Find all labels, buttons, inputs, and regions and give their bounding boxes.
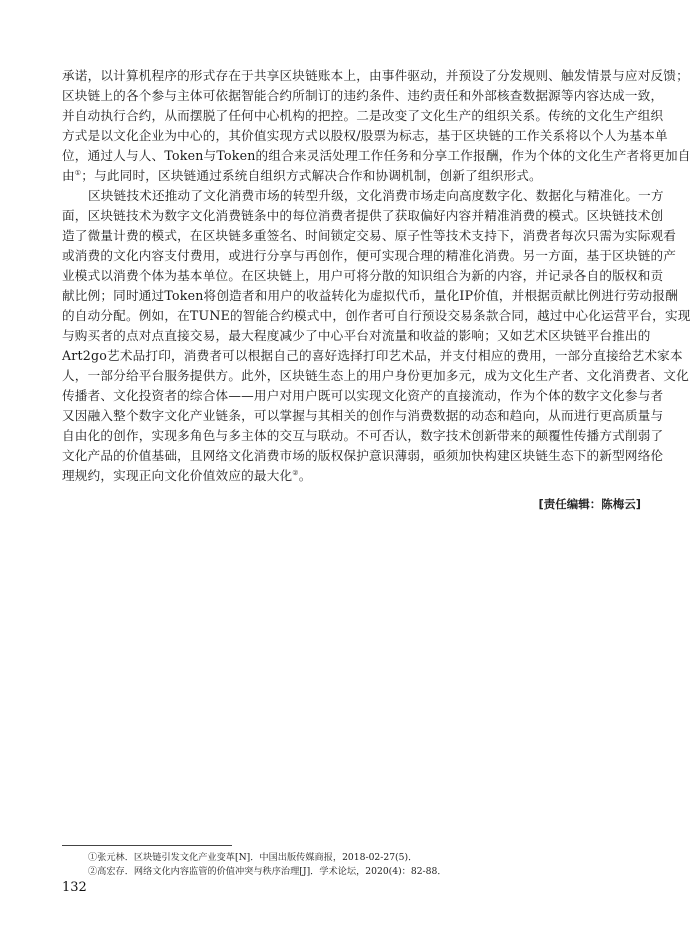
text-line: 业模式以消费个体为基本单位。在区块链上，用户可将分散的知识组合为新的内容，并记录各自的版权和贡 — [62, 268, 664, 283]
text-line: 的自动分配。例如，在TUNE的智能合约模式中，创作者可自行预设交易条款合同，越过中心化运营平台，实现 — [62, 308, 691, 323]
text-line: 或消费的文化内容支付费用，或进行分享与再创作，便可实现合理的精准化消费。另一方面，基于区块链的产 — [62, 248, 677, 263]
text-fragment: 理规约，实现正向文化价值效应的最大化 — [62, 468, 293, 483]
footnote-2: ②高宏存．网络文化内容监管的价值冲突与秩序治理[J]．学术论坛，2020(4)：82-88． — [88, 866, 447, 877]
footnotes — [88, 851, 447, 879]
period: 。 — [298, 468, 312, 483]
text-line: 人，一部分给平台服务提供方。此外，区块链生态上的用户身份更加多元，成为文化生产者、文化消费者、文化 — [62, 368, 689, 383]
text-line: 献比例；同时通过Token将创造者和用户的收益转化为虚拟代币，量化IP价值，并根据贡献比例进行劳动报酬 — [62, 288, 678, 303]
text-line: 承诺，以计算机程序的形式存在于共享区块链账本上，由事件驱动，并预设了分发规则、触发情景与应对反馈； — [62, 68, 689, 83]
text-line: 造了微量计费的模式，在区块链多重签名、时间锁定交易、原子性等技术支持下，消费者每次只需为实际观看 — [62, 228, 677, 243]
text-fragment: 由 — [62, 168, 75, 183]
text-line-paragraph-end — [62, 466, 642, 486]
body-text — [62, 66, 691, 486]
page-number: 132 — [62, 880, 87, 895]
text-line: 文化产品的价值基础，且网络文化消费市场的版权保护意识薄弱，亟须加快构建区块链生态下的新型网络伦 — [62, 448, 664, 463]
text-line: 位，通过人与人、Token与Token的组合来灵活处理工作任务和分享工作报酬，作为个体的文化生产者将更加自 — [62, 148, 691, 163]
text-line: 自由化的创作，实现多角色与多主体的交互与联动。不可否认，数字技术创新带来的颠覆性传播方式削弱了 — [62, 428, 664, 443]
footnote-ref-2[interactable]: ② — [292, 469, 299, 477]
text-line: 并自动执行合约，从而摆脱了任何中心机构的把控。二是改变了文化生产的组织关系。传统的文化生产组织 — [62, 108, 664, 123]
text-fragment: ；与此同时，区块链通过系统自组织方式解决合作和协调机制，创新了组织形式。 — [81, 168, 542, 183]
footnote-divider — [62, 845, 232, 846]
text-line: 方式是以文化企业为中心的，其价值实现方式以股权/股票为标志，基于区块链的工作关系将以个人为基本单 — [62, 128, 668, 143]
responsible-editor-note: [责任编辑：陈梅云] — [538, 497, 641, 511]
text-line: 传播者、文化投资者的综合体——用户对用户既可以实现文化资产的直接流动，作为个体的数字文化参与者 — [62, 388, 664, 403]
text-line-paragraph-start: 区块链技术还推动了文化消费市场的转型升级，文化消费市场走向高度数字化、数据化与精准化。一方 — [88, 188, 664, 203]
text-line: 面，区块链技术为数字文化消费链条中的每位消费者提供了获取偏好内容并精准消费的模式。区块链技术创 — [62, 208, 664, 223]
text-line: 又因融入整个数字文化产业链条，可以掌握与其相关的创作与消费数据的动态和趋向，从而进行更高质量与 — [62, 408, 664, 423]
text-line-paragraph-end — [62, 166, 642, 186]
text-line: 区块链上的各个参与主体可依据智能合约所制订的违约条件、违约责任和外部核查数据源等内容达成一致， — [62, 88, 664, 103]
text-line: Art2go艺术品打印，消费者可以根据自己的喜好选择打印艺术品，并支付相应的费用，一部分直接给艺术家本 — [62, 348, 683, 363]
text-line: 与购买者的点对点直接交易，最大程度减少了中心平台对流量和收益的影响；又如艺术区块链平台推出的 — [62, 328, 651, 343]
footnote-1: ①张元林．区块链引发文化产业变革[N]．中国出版传媒商报，2018-02-27(5)． — [88, 852, 418, 863]
footnote-ref-1[interactable]: ① — [74, 169, 82, 177]
